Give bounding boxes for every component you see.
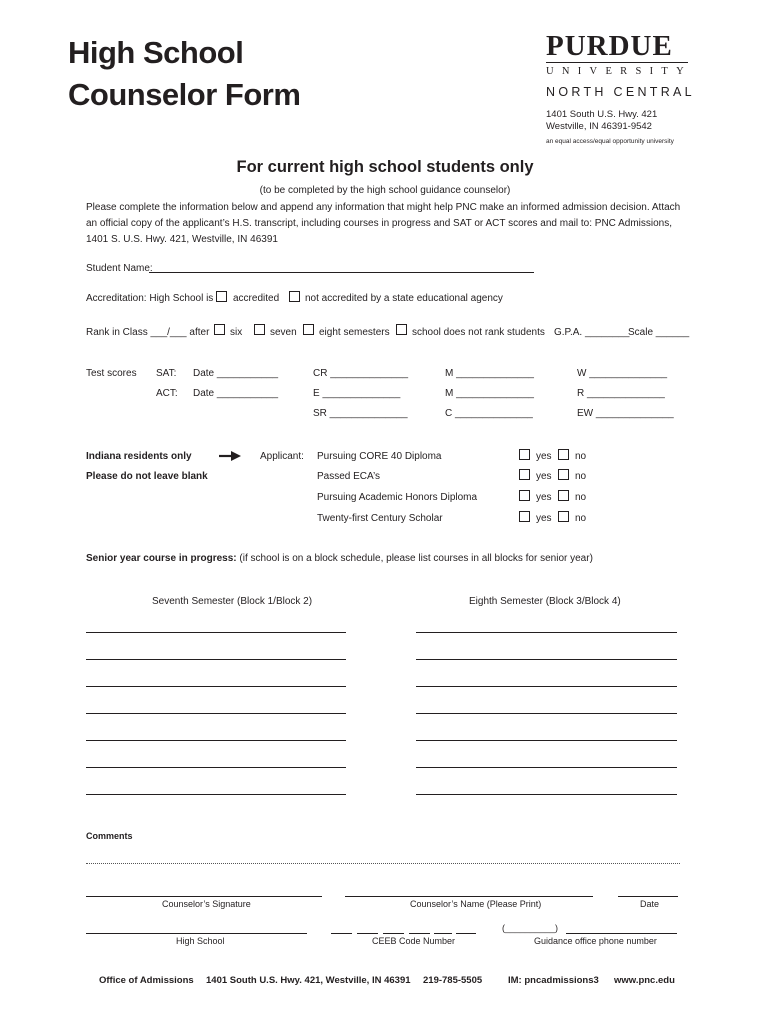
logo-university: UNIVERSITY — [546, 66, 692, 77]
footer-im: IM: pncadmissions3 — [508, 975, 599, 986]
ceeb-code-digit[interactable] — [409, 933, 430, 934]
act-label: ACT: — [156, 388, 178, 399]
page-title-line2: Counselor Form — [68, 77, 301, 112]
high-school-label: High School — [176, 936, 225, 946]
core40-no-checkbox[interactable] — [558, 449, 569, 460]
seventh-course-line[interactable] — [86, 632, 346, 633]
yes-label: yes — [536, 451, 552, 462]
phone-area-code-field[interactable]: (__________) — [502, 923, 559, 933]
test-scores-label: Test scores — [86, 368, 137, 379]
yes-label: yes — [536, 471, 552, 482]
ceeb-code-digit[interactable] — [331, 933, 352, 934]
seventh-course-line[interactable] — [86, 767, 346, 768]
ceeb-code-label: CEEB Code Number — [372, 936, 456, 946]
indiana-item-eca: Passed ECA’s — [317, 471, 380, 482]
phone-number-line[interactable] — [566, 933, 677, 934]
indiana-item-scholar: Twenty-first Century Scholar — [317, 513, 443, 524]
act-r-field[interactable]: R ______________ — [577, 388, 665, 399]
eighth-course-line[interactable] — [416, 767, 677, 768]
eighth-semester-label: Eighth Semester (Block 3/Block 4) — [469, 596, 621, 607]
accredited-checkbox[interactable] — [216, 291, 227, 302]
sat-m-field[interactable]: M ______________ — [445, 368, 534, 379]
do-not-leave-blank-label: Please do not leave blank — [86, 471, 208, 482]
act-ew-field[interactable]: EW ______________ — [577, 408, 674, 419]
not-accredited-checkbox[interactable] — [289, 291, 300, 302]
eighth-course-line[interactable] — [416, 794, 677, 795]
seventh-course-line[interactable] — [86, 794, 346, 795]
footer-address: 1401 South U.S. Hwy. 421, Westville, IN 46391 — [206, 975, 411, 986]
act-m-field[interactable]: M ______________ — [445, 388, 534, 399]
student-name-field[interactable] — [149, 272, 534, 273]
logo-address-2: Westville, IN 46391-9542 — [546, 121, 652, 132]
senior-courses-note: (if school is on a block schedule, please list courses in all blocks for senior year) — [236, 553, 593, 564]
scholar-yes-checkbox[interactable] — [519, 511, 530, 522]
high-school-line[interactable] — [86, 933, 307, 934]
ceeb-code-digit[interactable] — [383, 933, 404, 934]
counselor-signature-label: Counselor’s Signature — [162, 899, 251, 909]
page-title-line1: High School — [68, 35, 244, 70]
yes-label: yes — [536, 492, 552, 503]
date-line[interactable] — [618, 896, 678, 897]
seven-semesters-checkbox[interactable] — [254, 324, 265, 335]
eighth-course-line[interactable] — [416, 632, 677, 633]
indiana-item-honors: Pursuing Academic Honors Diploma — [317, 492, 478, 503]
sat-label: SAT: — [156, 368, 177, 379]
not-accredited-label: not accredited by a state educational agency — [305, 293, 503, 304]
logo-address-1: 1401 South U.S. Hwy. 421 — [546, 109, 658, 120]
core40-yes-checkbox[interactable] — [519, 449, 530, 460]
applicant-label: Applicant: — [260, 451, 304, 462]
no-rank-checkbox[interactable] — [396, 324, 407, 335]
senior-courses-heading — [86, 553, 593, 564]
sat-cr-field[interactable]: CR ______________ — [313, 368, 409, 379]
no-label: no — [575, 492, 587, 503]
seventh-course-line[interactable] — [86, 740, 346, 741]
footer-office: Office of Admissions — [99, 975, 194, 986]
eight-semesters-label: eight semesters — [319, 327, 390, 338]
seventh-course-line[interactable] — [86, 713, 346, 714]
honors-no-checkbox[interactable] — [558, 490, 569, 501]
eca-no-checkbox[interactable] — [558, 469, 569, 480]
phone-label: Guidance office phone number — [534, 936, 657, 946]
eighth-course-line[interactable] — [416, 713, 677, 714]
scale-field[interactable]: Scale ______ — [628, 327, 690, 338]
eighth-course-line[interactable] — [416, 686, 677, 687]
rank-label: Rank in Class ___/___ after — [86, 327, 210, 338]
counselor-name-label: Counselor’s Name (Please Print) — [410, 899, 542, 909]
act-date-field[interactable]: Date ___________ — [193, 388, 279, 399]
form-instructions: Please complete the information below and append any information that might help PNC make an informed admission decision. Attach an official copy of the applicant’s H.S. transcript, including courses in progress and SAT or ACT scores and mail to: PNC Admissions, 1401 S. U.S. Hwy. 421, Westville, IN 46391 — [86, 202, 681, 245]
ceeb-code-digit[interactable] — [434, 933, 452, 934]
comments-label: Comments — [86, 831, 133, 841]
logo-campus: NORTH CENTRAL — [546, 85, 695, 99]
no-label: no — [575, 471, 587, 482]
sat-w-field[interactable]: W ______________ — [577, 368, 668, 379]
ceeb-code-digit[interactable] — [357, 933, 378, 934]
yes-label: yes — [536, 513, 552, 524]
form-note: (to be completed by the high school guidance counselor) — [259, 185, 511, 196]
six-semesters-checkbox[interactable] — [214, 324, 225, 335]
no-rank-label: school does not rank students — [412, 327, 545, 338]
eca-yes-checkbox[interactable] — [519, 469, 530, 480]
eighth-course-line[interactable] — [416, 659, 677, 660]
arrow-right-icon — [219, 451, 241, 461]
sat-date-field[interactable]: Date ___________ — [193, 368, 279, 379]
act-c-field[interactable]: C ______________ — [445, 408, 533, 419]
senior-courses-title: Senior year course in progress: — [86, 553, 237, 564]
comments-field[interactable] — [86, 863, 680, 864]
eight-semesters-checkbox[interactable] — [303, 324, 314, 335]
eighth-course-line[interactable] — [416, 740, 677, 741]
no-label: no — [575, 513, 587, 524]
seventh-semester-label: Seventh Semester (Block 1/Block 2) — [152, 596, 313, 607]
ceeb-code-digit[interactable] — [456, 933, 476, 934]
date-label: Date — [640, 899, 660, 909]
seventh-course-line[interactable] — [86, 686, 346, 687]
footer-website[interactable]: www.pnc.edu — [614, 975, 675, 986]
counselor-name-line[interactable] — [345, 896, 593, 897]
act-sr-field[interactable]: SR ______________ — [313, 408, 408, 419]
gpa-field[interactable]: G.P.A. ________ — [554, 327, 630, 338]
indiana-item-core40: Pursuing CORE 40 Diploma — [317, 451, 442, 462]
scholar-no-checkbox[interactable] — [558, 511, 569, 522]
accreditation-label: Accreditation: High School is — [86, 293, 214, 304]
equal-access-note: an equal access/equal opportunity university — [546, 138, 674, 145]
indiana-residents-label: Indiana residents only — [86, 451, 192, 462]
seventh-course-line[interactable] — [86, 659, 346, 660]
seven-semesters-label: seven — [270, 327, 297, 338]
logo-rule — [546, 62, 688, 63]
footer-phone: 219-785-5505 — [423, 975, 483, 986]
accredited-label: accredited — [233, 293, 280, 304]
six-semesters-label: six — [230, 327, 243, 338]
honors-yes-checkbox[interactable] — [519, 490, 530, 501]
form-subtitle: For current high school students only — [236, 158, 534, 176]
purdue-logo-wordmark: PURDUE — [546, 30, 673, 62]
student-name-label: Student Name: — [86, 263, 153, 274]
counselor-signature-line[interactable] — [86, 896, 322, 897]
no-label: no — [575, 451, 587, 462]
act-e-field[interactable]: E ______________ — [313, 388, 401, 399]
